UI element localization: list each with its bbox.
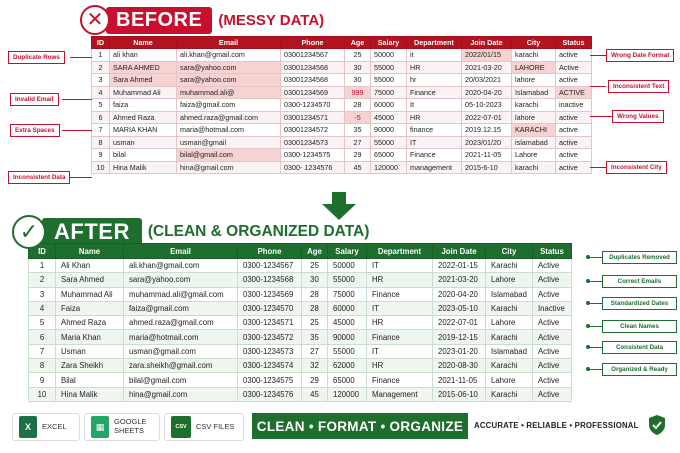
connector-line xyxy=(62,99,92,100)
table-cell: 2022/01/15 xyxy=(462,49,512,62)
table-cell: Muhammad Ali xyxy=(56,287,124,301)
table-cell: karachi xyxy=(512,161,556,174)
format-excel xyxy=(12,413,80,441)
connector-line xyxy=(590,167,606,168)
table-cell: muhammad.ali@gmail.com xyxy=(124,287,238,301)
callout-correct-emails: Correct Emails xyxy=(602,275,677,288)
table-cell: bilal@gmail.com xyxy=(124,373,238,387)
table-cell: 2019-12-15 xyxy=(433,330,486,344)
table-cell: 28 xyxy=(345,99,371,112)
table-cell: 2022-07-01 xyxy=(433,316,486,330)
table-cell: 2020-08-30 xyxy=(433,359,486,373)
table-row xyxy=(92,149,592,162)
tagline: ACCURATE • RELIABLE • PROFESSIONAL xyxy=(474,421,639,430)
col-email: Email xyxy=(177,37,281,49)
callout-duplicate-rows: Duplicate Rows xyxy=(8,51,65,64)
table-cell: 0300-1234570 xyxy=(238,301,302,315)
table-cell: 20/03/2021 xyxy=(462,74,512,87)
after-title: AFTER xyxy=(42,218,142,246)
table-cell: ali.khan@gmail.com xyxy=(177,49,281,62)
table-cell: 2015-06-10 xyxy=(433,387,486,401)
table-cell: 03001234571 xyxy=(281,111,345,124)
table-cell: faiza xyxy=(110,99,177,112)
table-cell: Finance xyxy=(367,330,433,344)
table-cell: 3 xyxy=(29,287,56,301)
connector-line xyxy=(590,116,612,117)
table-cell: 29 xyxy=(345,149,371,162)
table-cell: 32 xyxy=(302,359,328,373)
table-cell: Active xyxy=(532,316,571,330)
excel-icon: X xyxy=(19,416,37,438)
table-cell: Karachi xyxy=(486,387,533,401)
col-city: City xyxy=(512,37,556,49)
col-status: Status xyxy=(556,37,592,49)
table-cell: Ahmed Raza xyxy=(56,316,124,330)
table-cell: active xyxy=(556,124,592,137)
table-cell: 03001234568 xyxy=(281,61,345,74)
table-cell: Active xyxy=(532,387,571,401)
table-cell: Islamabad xyxy=(486,344,533,358)
google-sheets-label-line2: SHEETS xyxy=(114,426,145,435)
table-cell: 03001234569 xyxy=(281,86,345,99)
table-cell: Lahore xyxy=(512,149,556,162)
table-cell: active xyxy=(556,49,592,62)
before-subtitle: (MESSY DATA) xyxy=(218,11,325,29)
google-sheets-icon: ▦ xyxy=(91,416,109,438)
col-id: ID xyxy=(29,244,56,259)
table-cell: 6 xyxy=(92,111,110,124)
table-cell: active xyxy=(556,161,592,174)
shield-check-icon xyxy=(648,414,666,436)
table-cell: IT xyxy=(407,136,462,149)
table-row xyxy=(29,359,572,373)
table-cell: 999 xyxy=(345,86,371,99)
table-cell: 2 xyxy=(29,273,56,287)
callout-inconsistent-text: Inconsistent Text xyxy=(608,80,669,93)
table-cell: Finance xyxy=(407,149,462,162)
table-cell: 4 xyxy=(92,86,110,99)
table-cell: 2022-07-01 xyxy=(462,111,512,124)
table-cell: Usman xyxy=(56,344,124,358)
table-cell: ali khan xyxy=(110,49,177,62)
table-cell: 2021-11-05 xyxy=(433,373,486,387)
table-cell: 2023-01-20 xyxy=(433,344,486,358)
callout-standardized-dates: Standardized Dates xyxy=(602,297,677,310)
table-cell: 9 xyxy=(29,373,56,387)
table-row xyxy=(92,161,592,174)
table-cell: Finance xyxy=(367,373,433,387)
table-cell: 9 xyxy=(92,149,110,162)
connector-line xyxy=(588,347,602,348)
csv-label: CSV FILES xyxy=(196,421,235,431)
table-cell: active xyxy=(556,111,592,124)
table-cell: 50000 xyxy=(371,49,407,62)
table-cell: 28 xyxy=(302,287,328,301)
table-cell: active xyxy=(556,149,592,162)
table-row xyxy=(29,287,572,301)
connector-line xyxy=(590,55,606,56)
table-row xyxy=(92,99,592,112)
col-status: Status xyxy=(532,244,571,259)
table-cell: bilal@gmail.com xyxy=(177,149,281,162)
table-cell: Sara Ahmed xyxy=(56,273,124,287)
table-cell: Bilal xyxy=(56,373,124,387)
table-cell: Maria Khan xyxy=(56,330,124,344)
table-cell: islamabad xyxy=(512,136,556,149)
table-cell: Inactive xyxy=(532,301,571,315)
table-cell: maria@hotmail.com xyxy=(177,124,281,137)
table-cell: Lahore xyxy=(486,273,533,287)
table-cell: 0300-1234572 xyxy=(238,330,302,344)
table-cell: Active xyxy=(532,273,571,287)
col-department: Department xyxy=(367,244,433,259)
table-row xyxy=(29,259,572,273)
table-cell: 0300-1234576 xyxy=(238,387,302,401)
table-cell: SARA AHMED xyxy=(110,61,177,74)
table-cell: 45 xyxy=(302,387,328,401)
callout-extra-spaces: Extra Spaces xyxy=(10,124,60,137)
col-name: Name xyxy=(110,37,177,49)
table-cell: Finance xyxy=(407,86,462,99)
table-cell: 45000 xyxy=(371,111,407,124)
table-cell: 7 xyxy=(92,124,110,137)
table-cell: It xyxy=(407,99,462,112)
table-cell: 5 xyxy=(92,99,110,112)
after-subtitle: (CLEAN & ORGANIZED DATA) xyxy=(147,223,370,240)
footer xyxy=(12,411,672,443)
table-cell: 2 xyxy=(92,61,110,74)
table-cell: 0300- 1234576 xyxy=(281,161,345,174)
table-cell: sara@yahoo.com xyxy=(124,273,238,287)
col-age: Age xyxy=(345,37,371,49)
connector-line xyxy=(588,326,602,327)
table-cell: 120000 xyxy=(328,387,367,401)
connector-line xyxy=(70,57,92,58)
table-cell: 2020-04-20 xyxy=(433,287,486,301)
table-cell: ali.khan@gmail.com xyxy=(124,259,238,273)
table-cell: 0300-1234575 xyxy=(281,149,345,162)
table-cell: IT xyxy=(367,301,433,315)
table-cell: IT xyxy=(367,344,433,358)
format-csv xyxy=(164,413,244,441)
table-row xyxy=(29,344,572,358)
table-cell: 55000 xyxy=(371,136,407,149)
col-phone: Phone xyxy=(238,244,302,259)
csv-file-icon: CSV xyxy=(171,416,191,438)
table-row xyxy=(92,49,592,62)
table-cell: Lahore xyxy=(486,316,533,330)
table-row xyxy=(29,330,572,344)
table-cell: 3 xyxy=(92,74,110,87)
table-cell: 28 xyxy=(302,301,328,315)
callout-clean-names: Clean Names xyxy=(602,320,677,333)
google-sheets-label-line1: GOOGLE xyxy=(114,417,147,427)
callout-wrong-values: Wrong Values xyxy=(612,110,664,123)
table-row xyxy=(92,74,592,87)
table-cell: Management xyxy=(367,387,433,401)
table-cell: 1 xyxy=(92,49,110,62)
table-cell: 65000 xyxy=(371,149,407,162)
table-cell: -5 xyxy=(345,111,371,124)
callout-inconsistent-data: Inconsistent Data xyxy=(8,171,70,184)
table-row xyxy=(29,316,572,330)
table-cell: ACTIVE xyxy=(556,86,592,99)
table-cell: 05-10-2023 xyxy=(462,99,512,112)
table-cell: 2023/01/20 xyxy=(462,136,512,149)
table-cell: HR xyxy=(407,61,462,74)
table-cell: 90000 xyxy=(371,124,407,137)
table-cell: 8 xyxy=(29,359,56,373)
before-header xyxy=(80,6,324,34)
table-cell: muhammad.ali@ xyxy=(177,86,281,99)
table-cell: 2020-04-20 xyxy=(462,86,512,99)
col-department: Department xyxy=(407,37,462,49)
callout-consistent-data: Consistent Data xyxy=(602,341,677,354)
callout-inconsistent-city: Inconsistent City xyxy=(606,161,667,174)
table-cell: KARACHI xyxy=(512,124,556,137)
col-name: Name xyxy=(56,244,124,259)
table-cell: 65000 xyxy=(328,373,367,387)
table-row xyxy=(92,136,592,149)
before-table xyxy=(91,36,592,174)
table-cell: 25 xyxy=(345,49,371,62)
table-row xyxy=(92,61,592,74)
table-cell: 55000 xyxy=(371,61,407,74)
table-cell: 10 xyxy=(92,161,110,174)
table-cell: Karachi xyxy=(486,330,533,344)
check-icon: ✓ xyxy=(12,215,46,249)
table-cell: 03001234567 xyxy=(281,49,345,62)
table-cell: it xyxy=(407,49,462,62)
table-cell: Active xyxy=(532,344,571,358)
table-cell: 0300-1234569 xyxy=(238,287,302,301)
table-cell: 2022-01-15 xyxy=(433,259,486,273)
table-cell: sara@yahoo.com xyxy=(177,74,281,87)
table-cell: 2021-11-05 xyxy=(462,149,512,162)
banner: CLEAN • FORMAT • ORGANIZE xyxy=(252,413,468,439)
table-cell: 27 xyxy=(302,344,328,358)
table-cell: Active xyxy=(532,359,571,373)
table-cell: Sara Ahmed xyxy=(110,74,177,87)
table-cell: usman@gmail xyxy=(177,136,281,149)
col-salary: Salary xyxy=(328,244,367,259)
table-cell: 2023-05-10 xyxy=(433,301,486,315)
table-cell: 0300-1234574 xyxy=(238,359,302,373)
table-cell: 03001234572 xyxy=(281,124,345,137)
table-cell: karachi xyxy=(512,99,556,112)
connector-line xyxy=(588,303,602,304)
table-cell: 0300-1234571 xyxy=(238,316,302,330)
format-google-sheets xyxy=(84,413,160,441)
table-cell: Zara Sheikh xyxy=(56,359,124,373)
table-cell: 45000 xyxy=(328,316,367,330)
table-cell: Hina Malik xyxy=(110,161,177,174)
table-cell: 30 xyxy=(302,273,328,287)
table-cell: 50000 xyxy=(328,259,367,273)
callout-wrong-date-format: Wrong Date Format xyxy=(606,49,674,62)
connector-line xyxy=(588,369,602,370)
table-row xyxy=(29,273,572,287)
table-row xyxy=(92,124,592,137)
table-cell: 60000 xyxy=(371,99,407,112)
table-cell: HR xyxy=(367,273,433,287)
table-cell: usman@gmail.com xyxy=(124,344,238,358)
table-cell: HR xyxy=(367,359,433,373)
table-cell: 10 xyxy=(29,387,56,401)
table-cell: 45 xyxy=(345,161,371,174)
table-cell: 8 xyxy=(92,136,110,149)
table-cell: 35 xyxy=(302,330,328,344)
before-title: BEFORE xyxy=(106,7,212,34)
table-cell: 0300-1234570 xyxy=(281,99,345,112)
table-cell: Lahore xyxy=(486,373,533,387)
table-cell: 30 xyxy=(345,61,371,74)
connector-line xyxy=(588,281,602,282)
table-cell: lahore xyxy=(512,74,556,87)
table-cell: 7 xyxy=(29,344,56,358)
table-cell: 27 xyxy=(345,136,371,149)
table-cell: 03001234568 xyxy=(281,74,345,87)
table-cell: 62000 xyxy=(328,359,367,373)
table-cell: zara.sheikh@gmail.com xyxy=(124,359,238,373)
table-cell: 55000 xyxy=(328,273,367,287)
callout-organized-ready: Organized & Ready xyxy=(602,363,677,376)
table-cell: Active xyxy=(532,259,571,273)
table-cell: Karachi xyxy=(486,259,533,273)
table-cell: HR xyxy=(407,111,462,124)
excel-label: EXCEL xyxy=(42,421,67,431)
table-cell: 35 xyxy=(345,124,371,137)
table-cell: 03001234573 xyxy=(281,136,345,149)
table-cell: Active xyxy=(556,61,592,74)
table-cell: Active xyxy=(532,373,571,387)
table-row xyxy=(92,86,592,99)
col-join-date: Join Date xyxy=(433,244,486,259)
table-cell: ahmed.raza@gmail.com xyxy=(124,316,238,330)
table-cell: LAHORE xyxy=(512,61,556,74)
table-cell: hina@gmail.com xyxy=(177,161,281,174)
table-cell: usman xyxy=(110,136,177,149)
table-cell: inactive xyxy=(556,99,592,112)
table-cell: 120000 xyxy=(371,161,407,174)
connector-line xyxy=(588,257,602,258)
after-table xyxy=(28,243,572,402)
table-cell: lahore xyxy=(512,111,556,124)
table-cell: 55000 xyxy=(371,74,407,87)
table-cell: Karachi xyxy=(486,301,533,315)
callout-invalid-email: Invalid Email xyxy=(10,93,59,106)
table-row xyxy=(29,301,572,315)
table-cell: management xyxy=(407,161,462,174)
table-cell: MARIA KHAN xyxy=(110,124,177,137)
table-cell: Islamabad xyxy=(486,287,533,301)
before-header-row xyxy=(92,37,592,49)
table-cell: hr xyxy=(407,74,462,87)
table-cell: 0300-1234567 xyxy=(238,259,302,273)
table-row xyxy=(29,387,572,401)
x-icon: ✕ xyxy=(80,5,110,35)
table-cell: faiza@gmail.com xyxy=(177,99,281,112)
table-cell: 0300-1234575 xyxy=(238,373,302,387)
table-cell: active xyxy=(556,136,592,149)
col-email: Email xyxy=(124,244,238,259)
table-cell: 4 xyxy=(29,301,56,315)
col-salary: Salary xyxy=(371,37,407,49)
table-cell: 0300-1234568 xyxy=(238,273,302,287)
table-cell: active xyxy=(556,74,592,87)
table-cell: 5 xyxy=(29,316,56,330)
table-cell: HR xyxy=(367,316,433,330)
table-row xyxy=(29,373,572,387)
table-cell: Faiza xyxy=(56,301,124,315)
table-cell: 0300-1234573 xyxy=(238,344,302,358)
col-id: ID xyxy=(92,37,110,49)
table-cell: sara@yahoo.com xyxy=(177,61,281,74)
table-cell: bilal xyxy=(110,149,177,162)
connector-line xyxy=(590,86,606,87)
table-cell: 6 xyxy=(29,330,56,344)
col-age: Age xyxy=(302,244,328,259)
table-cell: faiza@gmail.com xyxy=(124,301,238,315)
callout-duplicates-removed: Duplicates Removed xyxy=(602,251,677,264)
col-phone: Phone xyxy=(281,37,345,49)
table-cell: Finance xyxy=(367,287,433,301)
table-cell: 75000 xyxy=(371,86,407,99)
table-cell: Ahmed Raza xyxy=(110,111,177,124)
table-cell: 25 xyxy=(302,259,328,273)
table-cell: hina@gmail.com xyxy=(124,387,238,401)
table-cell: karachi xyxy=(512,49,556,62)
table-cell: 25 xyxy=(302,316,328,330)
table-cell: 29 xyxy=(302,373,328,387)
table-cell: 2019.12.15 xyxy=(462,124,512,137)
col-join-date: Join Date xyxy=(462,37,512,49)
table-cell: 2015-6-10 xyxy=(462,161,512,174)
table-cell: Muhammad Ali xyxy=(110,86,177,99)
connector-line xyxy=(62,130,92,131)
table-cell: 30 xyxy=(345,74,371,87)
after-header-row xyxy=(29,244,572,259)
table-cell: finance xyxy=(407,124,462,137)
table-cell: Active xyxy=(532,287,571,301)
google-sheets-label xyxy=(114,418,147,435)
table-cell: 2021-03-20 xyxy=(462,61,512,74)
table-cell: Active xyxy=(532,330,571,344)
table-cell: 90000 xyxy=(328,330,367,344)
table-cell: 75000 xyxy=(328,287,367,301)
table-cell: Islamabad xyxy=(512,86,556,99)
table-cell: 60000 xyxy=(328,301,367,315)
table-cell: 2021-03-20 xyxy=(433,273,486,287)
table-cell: 1 xyxy=(29,259,56,273)
table-cell: Hina Malik xyxy=(56,387,124,401)
table-cell: ahmed.raza@gmail.com xyxy=(177,111,281,124)
table-cell: IT xyxy=(367,259,433,273)
connector-line xyxy=(70,177,92,178)
table-row xyxy=(92,111,592,124)
table-cell: Ali Khan xyxy=(56,259,124,273)
table-cell: Karachi xyxy=(486,359,533,373)
table-cell: 55000 xyxy=(328,344,367,358)
col-city: City xyxy=(486,244,533,259)
table-cell: maria@hotmail.com xyxy=(124,330,238,344)
